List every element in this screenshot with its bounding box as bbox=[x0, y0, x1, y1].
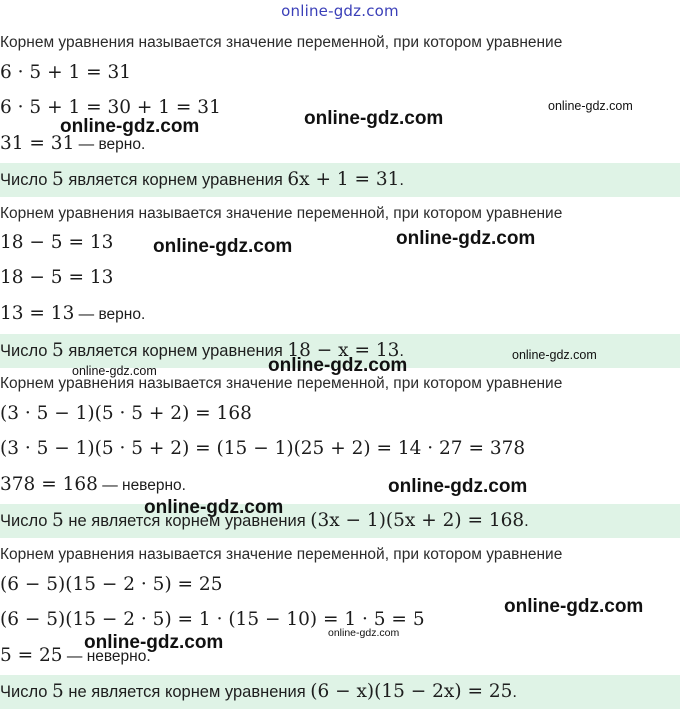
answer-equation: (6 − x)(15 − 2x) = 25 bbox=[310, 681, 513, 702]
math-line bbox=[0, 400, 252, 428]
math-expression: (3 · 5 − 1)(5 · 5 + 2) = 168 bbox=[0, 403, 252, 424]
math-line bbox=[0, 229, 113, 257]
verdict-text: — верно. bbox=[74, 136, 146, 153]
answer-prefix: Число bbox=[0, 683, 53, 701]
answer-box bbox=[0, 163, 680, 197]
verdict-text: — верно. bbox=[74, 306, 146, 323]
answer-value: 5 bbox=[52, 510, 64, 531]
answer-middle: является корнем уравнения bbox=[63, 171, 288, 189]
answer-middle: не является корнем уравнения bbox=[63, 683, 311, 701]
watermark: online-gdz.com bbox=[268, 355, 408, 376]
answer-box bbox=[0, 504, 680, 538]
answer-equation: 18 − x = 13 bbox=[287, 340, 400, 361]
answer-middle: не является корнем уравнения bbox=[63, 512, 311, 530]
math-line bbox=[0, 435, 525, 463]
watermark: online-gdz.com bbox=[396, 228, 536, 249]
math-line bbox=[0, 471, 186, 499]
answer-value: 5 bbox=[52, 681, 64, 702]
verdict-text: — неверно. bbox=[97, 477, 186, 494]
answer-equation: 6x + 1 = 31 bbox=[287, 169, 400, 190]
math-expression: 31 = 31 bbox=[0, 133, 75, 154]
answer-end: . bbox=[399, 171, 405, 189]
intro-text: Корнем уравнения называется значение переменной, при котором уравнение bbox=[0, 34, 563, 51]
watermark: online-gdz.com bbox=[504, 596, 644, 617]
watermark: online-gdz.com bbox=[304, 108, 444, 129]
math-expression: 5 = 25 bbox=[0, 645, 63, 666]
math-expression: 378 = 168 bbox=[0, 474, 98, 495]
math-line bbox=[0, 264, 113, 292]
watermark: online-gdz.com bbox=[153, 236, 293, 257]
answer-end: . bbox=[399, 342, 405, 360]
math-expression: (3 · 5 − 1)(5 · 5 + 2) = (15 − 1)(25 + 2) = 14 · 27 = 378 bbox=[0, 438, 526, 459]
answer-prefix: Число bbox=[0, 512, 53, 530]
answer-equation: (3x − 1)(5x + 2) = 168 bbox=[310, 510, 525, 531]
answer-end: . bbox=[524, 512, 529, 530]
answer-middle: является корнем уравнения bbox=[63, 342, 288, 360]
watermark: online-gdz.com bbox=[144, 497, 284, 518]
answer-prefix: Число bbox=[0, 171, 53, 189]
math-expression: 18 − 5 = 13 bbox=[0, 267, 114, 288]
watermark: online-gdz.com bbox=[84, 632, 224, 653]
watermark: online-gdz.com bbox=[548, 99, 633, 113]
math-expression: 6 · 5 + 1 = 30 + 1 = 31 bbox=[0, 97, 221, 118]
intro-text: Корнем уравнения называется значение переменной, при котором уравнение bbox=[0, 546, 563, 563]
answer-end: . bbox=[512, 683, 517, 701]
math-expression: 6 · 5 + 1 = 31 bbox=[0, 62, 132, 83]
watermark: online-gdz.com bbox=[512, 348, 597, 362]
watermark: online-gdz.com bbox=[388, 476, 528, 497]
math-expression: (6 − 5)(15 − 2 · 5) = 25 bbox=[0, 574, 223, 595]
answer-value: 5 bbox=[52, 340, 64, 361]
math-expression: 18 − 5 = 13 bbox=[0, 232, 114, 253]
math-line bbox=[0, 59, 131, 87]
answer-value: 5 bbox=[52, 169, 64, 190]
answer-prefix: Число bbox=[0, 342, 53, 360]
watermark: online-gdz.com bbox=[328, 627, 400, 639]
answer-box bbox=[0, 675, 680, 709]
watermark: online-gdz.com bbox=[60, 116, 200, 137]
header-watermark: online-gdz.com bbox=[281, 2, 399, 20]
math-line bbox=[0, 571, 222, 599]
watermark: online-gdz.com bbox=[72, 364, 157, 378]
verdict-text: — неверно. bbox=[62, 648, 151, 665]
intro-text: Корнем уравнения называется значение переменной, при котором уравнение bbox=[0, 375, 563, 392]
math-expression: 13 = 13 bbox=[0, 303, 75, 324]
intro-text: Корнем уравнения называется значение переменной, при котором уравнение bbox=[0, 205, 563, 222]
math-expression: (6 − 5)(15 − 2 · 5) = 1 · (15 − 10) = 1 · 5 = 5 bbox=[0, 609, 425, 630]
math-line bbox=[0, 300, 145, 328]
